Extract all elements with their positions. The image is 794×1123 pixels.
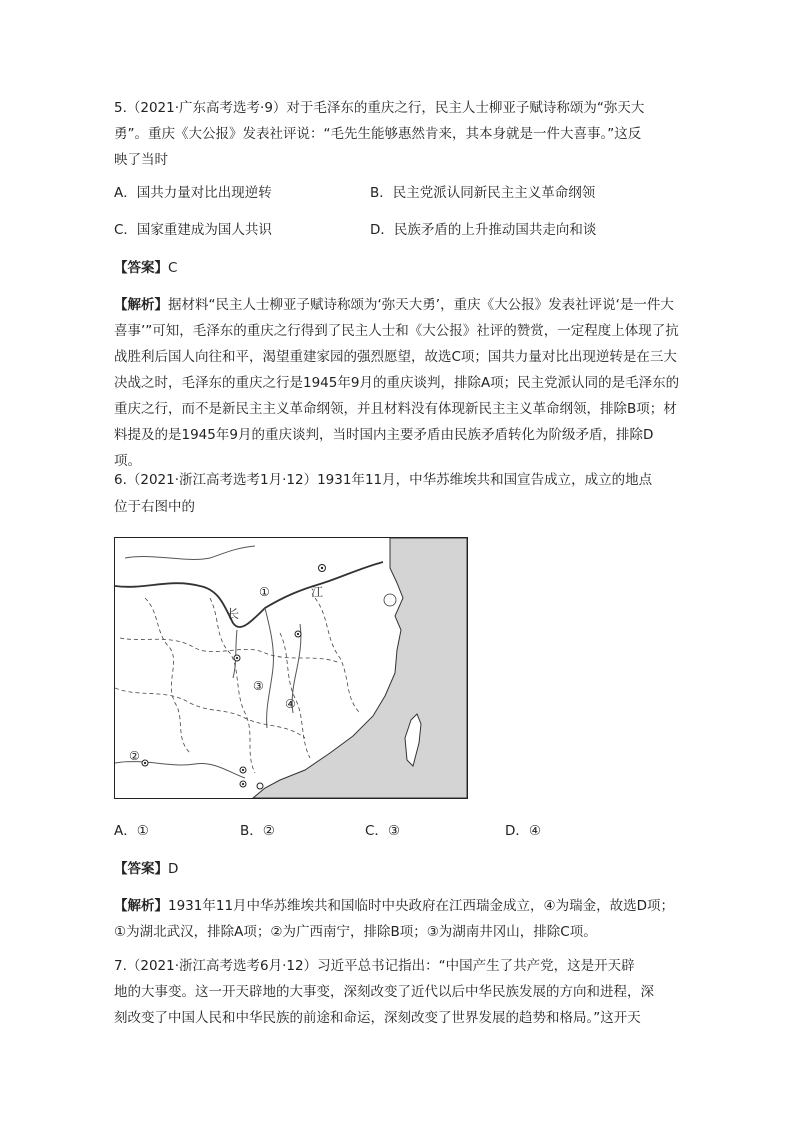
border xyxy=(120,638,340,663)
map-marker-1: ① xyxy=(259,585,270,599)
q7-stem-line1: 7.（2021·浙江高考选考6月·12）习近平总书记指出：“中国产生了共产党，这是开天辟 xyxy=(114,958,635,974)
q5-stem-line1: 5.（2021·广东高考选考·9）对于毛泽东的重庆之行，民主人士柳亚子赋诗称颂为“弥天大 xyxy=(114,100,645,116)
q6-option-a: A．① xyxy=(114,823,149,839)
border xyxy=(115,688,305,738)
q6-analysis-text: 1931年11月中华苏维埃共和国临时中央政府在江西瑞金成立，④为瑞金，故选D项；①为湖北武汉，排除A项；②为广西南宁，排除B项；③为湖南井冈山，排除C项。 xyxy=(114,898,675,940)
q5-analysis-tag: 【解析】 xyxy=(114,297,168,313)
pearl-river xyxy=(115,762,245,778)
xiang-river xyxy=(265,608,273,728)
yangtze-river xyxy=(115,562,383,627)
q6-analysis xyxy=(114,893,680,945)
river-north xyxy=(125,546,255,559)
map-label-river-jiang: 江 xyxy=(311,585,324,599)
city-marker-dot xyxy=(242,783,244,785)
q5-analysis-text: 据材料“民主人士柳亚子赋诗称颂为‘弥天大勇’，重庆《大公报》发表社评说‘是一件大喜事’”可知，毛泽东的重庆之行得到了民主人士和《大公报》社评的赞赏，一定程度上体现了抗战胜利后国人向往和平，渴望重建家园的强烈愿望，故选C项；国共力量对比出现逆转是在三大决战之时，毛泽东的重庆之行是1945年9月的重庆谈判，排除A项；民主党派认同的是毛泽东的重庆之行，而不是新民主主义革命纲领，并且材料没有体现新民主主义革命纲领，排除B项；材料提及的是1945年9月的重庆谈判，当时国内主要矛盾由民族矛盾转化为阶级矛盾，排除D项。 xyxy=(114,297,680,469)
q5-option-b: B．民主党派认同新民主主义革命纲领 xyxy=(370,185,596,201)
border xyxy=(145,598,190,753)
map-marker-3: ③ xyxy=(253,679,264,693)
q5-option-c: C．国家重建成为国人共识 xyxy=(114,222,272,238)
island-mark xyxy=(384,594,396,606)
q7-stem-line2: 地的大事变。这一开天辟地的大事变，深刻改变了近代以后中华民族发展的方向和进程，深 xyxy=(114,984,654,1000)
q5-option-d: D．民族矛盾的上升推动国共走向和谈 xyxy=(370,222,597,238)
q5-answer xyxy=(114,258,177,278)
q5-answer-tag: 【答案】 xyxy=(114,260,168,276)
q6-answer xyxy=(114,859,178,879)
q7-stem-line3: 刻改变了中国人民和中华民族的前途和命运，深刻改变了世界发展的趋势和格局。”这开天 xyxy=(114,1010,641,1026)
border xyxy=(315,598,360,713)
map-svg xyxy=(115,538,467,798)
q6-option-c: C．③ xyxy=(365,823,401,839)
q6-answer-tag: 【答案】 xyxy=(114,861,168,877)
q6-stem-line2: 位于右图中的 xyxy=(114,499,195,515)
q5-stem-line3: 映了当时 xyxy=(114,152,168,168)
city-marker-dot xyxy=(297,633,299,635)
q6-analysis-tag: 【解析】 xyxy=(114,898,168,914)
q6-stem-line1: 6.（2021·浙江高考选考1月·12）1931年11月，中华苏维埃共和国宣告成立，成立的地点 xyxy=(114,472,653,488)
q5-answer-value: C xyxy=(168,260,178,276)
map-label-river-chang: 长 xyxy=(227,607,240,621)
q6-option-d: D．④ xyxy=(505,823,541,839)
china-map-figure xyxy=(114,537,468,799)
q5-option-a: A．国共力量对比出现逆转 xyxy=(114,185,272,201)
map-marker-4: ④ xyxy=(285,697,296,711)
city-marker-dot xyxy=(236,657,238,659)
city-marker-dot xyxy=(144,762,146,764)
border xyxy=(280,633,310,758)
q5-stem-line2: 勇”。重庆《大公报》发表社评说：“毛先生能够惠然肯来，其本身就是一件大喜事。”这反 xyxy=(114,126,642,142)
q6-option-b: B．② xyxy=(240,823,275,839)
sea-area xyxy=(253,538,467,798)
q5-analysis xyxy=(114,292,680,474)
city-marker-dot xyxy=(242,769,244,771)
map-marker-2: ② xyxy=(129,749,140,763)
q6-answer-value: D xyxy=(168,861,179,877)
city-marker-dot xyxy=(321,567,323,569)
city-marker xyxy=(257,783,263,789)
